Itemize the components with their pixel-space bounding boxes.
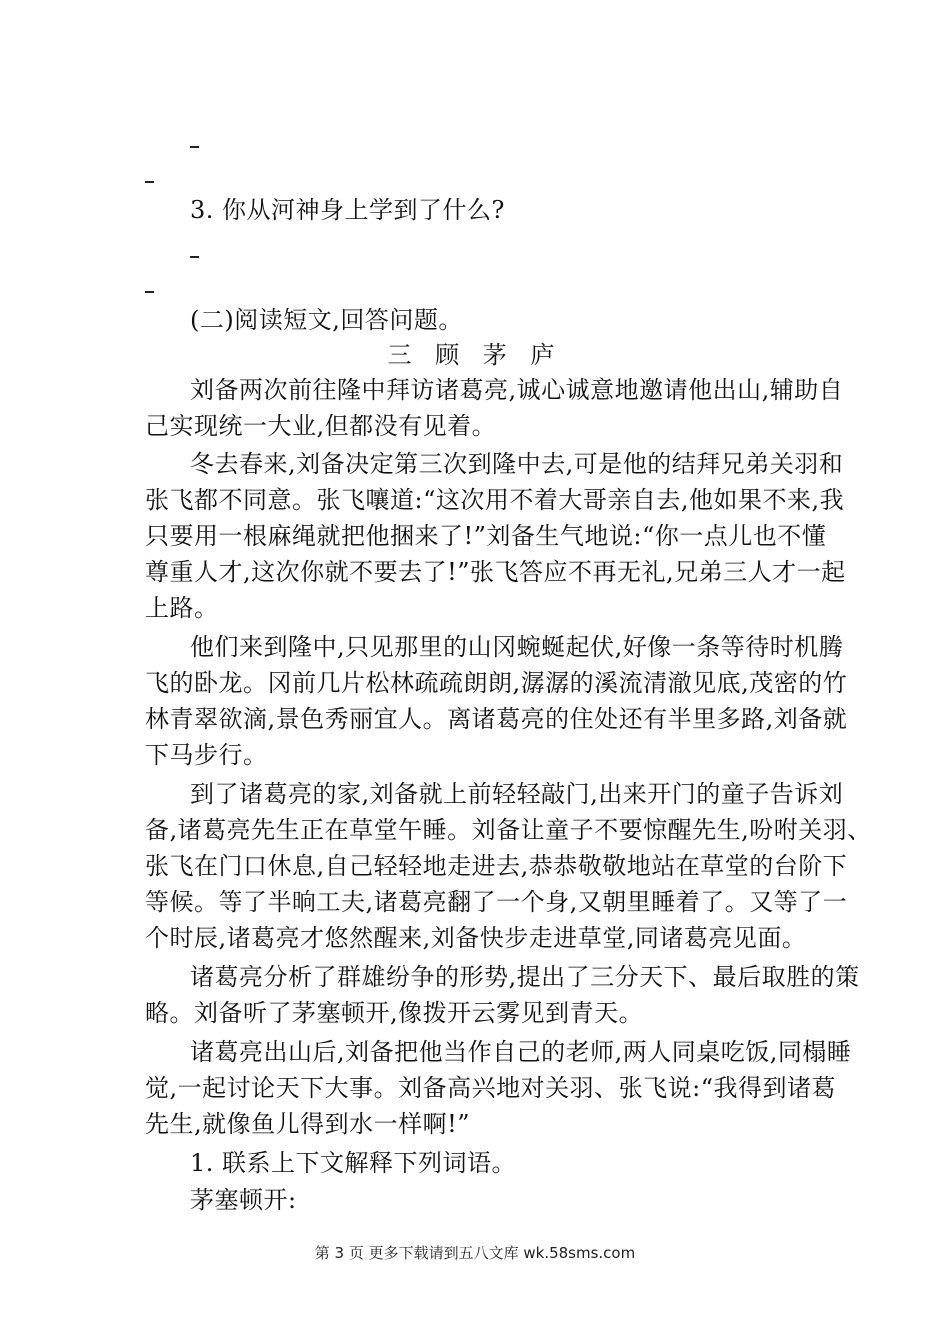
term-label: 茅塞顿开: bbox=[190, 1186, 297, 1214]
paragraph-line: 下马步行。 bbox=[145, 741, 268, 769]
paragraph-line: 只要用一根麻绳就把他捆来了!”刘备生气地说:“你一点儿也不懂 bbox=[145, 522, 827, 550]
paragraph-line: 刘备两次前往隆中拜访诸葛亮,诚心诚意地邀请他出山,辅助自 bbox=[190, 376, 844, 404]
paragraph-line: 略。刘备听了茅塞顿开,像拨开云雾见到青天。 bbox=[145, 999, 644, 1027]
story-title: 三 顾 茅 庐 bbox=[387, 341, 563, 369]
paragraph-line: 飞的卧龙。冈前几片松林疏疏朗朗,潺潺的溪流清澈见底,茂密的竹 bbox=[145, 669, 848, 697]
paragraph-line: 到了诸葛亮的家,刘备就上前轻轻敲门,出来开门的童子告诉刘 bbox=[190, 780, 844, 808]
question-3: 3. 你从河神身上学到了什么? bbox=[190, 196, 505, 224]
paragraph-line: 诸葛亮分析了群雄纷争的形势,提出了三分天下、最后取胜的策 bbox=[190, 963, 860, 991]
page-footer: 第 3 页 更多下载请到五八文库 wk.58sms.com bbox=[314, 1244, 636, 1262]
paragraph-line: 他们来到隆中,只见那里的山冈蜿蜒起伏,好像一条等待时机腾 bbox=[190, 633, 844, 661]
paragraph-line: 诸葛亮出山后,刘备把他当作自己的老师,两人同桌吃饭,同榻睡 bbox=[190, 1038, 852, 1066]
paragraph-line: 个时辰,诸葛亮才悠然醒来,刘备快步走进草堂,同诸葛亮见面。 bbox=[145, 924, 807, 952]
answer-blank-line bbox=[145, 181, 154, 183]
paragraph-line: 冬去春来,刘备决定第三次到隆中去,可是他的结拜兄弟关羽和 bbox=[190, 450, 844, 478]
paragraph-line: 尊重人才,这次你就不要去了!”张飞答应不再无礼,兄弟三人才一起 bbox=[145, 558, 846, 586]
section-heading: (二)阅读短文,回答问题。 bbox=[190, 306, 463, 334]
paragraph-line: 张飞在门口休息,自己轻轻地走进去,恭恭敬敬地站在草堂的台阶下 bbox=[145, 852, 848, 880]
paragraph-line: 等候。等了半晌工夫,诸葛亮翻了一个身,又朝里睡着了。又等了一 bbox=[145, 888, 848, 916]
question-1: 1. 联系上下文解释下列词语。 bbox=[190, 1149, 517, 1177]
paragraph-line: 觉,一起讨论天下大事。刘备高兴地对关羽、张飞说:“我得到诸葛 bbox=[145, 1074, 836, 1102]
paragraph-line: 张飞都不同意。张飞嚷道:“这次用不着大哥亲自去,他如果不来,我 bbox=[145, 486, 845, 514]
paragraph-line: 备,诸葛亮先生正在草堂午睡。刘备让童子不要惊醒先生,吩咐关羽、 bbox=[145, 816, 872, 844]
answer-blank-line bbox=[190, 146, 199, 148]
answer-blank-line bbox=[145, 291, 154, 293]
paragraph-line: 上路。 bbox=[145, 594, 219, 622]
paragraph-line: 林青翠欲滴,景色秀丽宜人。离诸葛亮的住处还有半里多路,刘备就 bbox=[145, 705, 848, 733]
paragraph-line: 先生,就像鱼儿得到水一样啊!” bbox=[145, 1110, 471, 1138]
answer-blank-line bbox=[190, 256, 199, 258]
paragraph-line: 己实现统一大业,但都没有见着。 bbox=[145, 412, 497, 440]
